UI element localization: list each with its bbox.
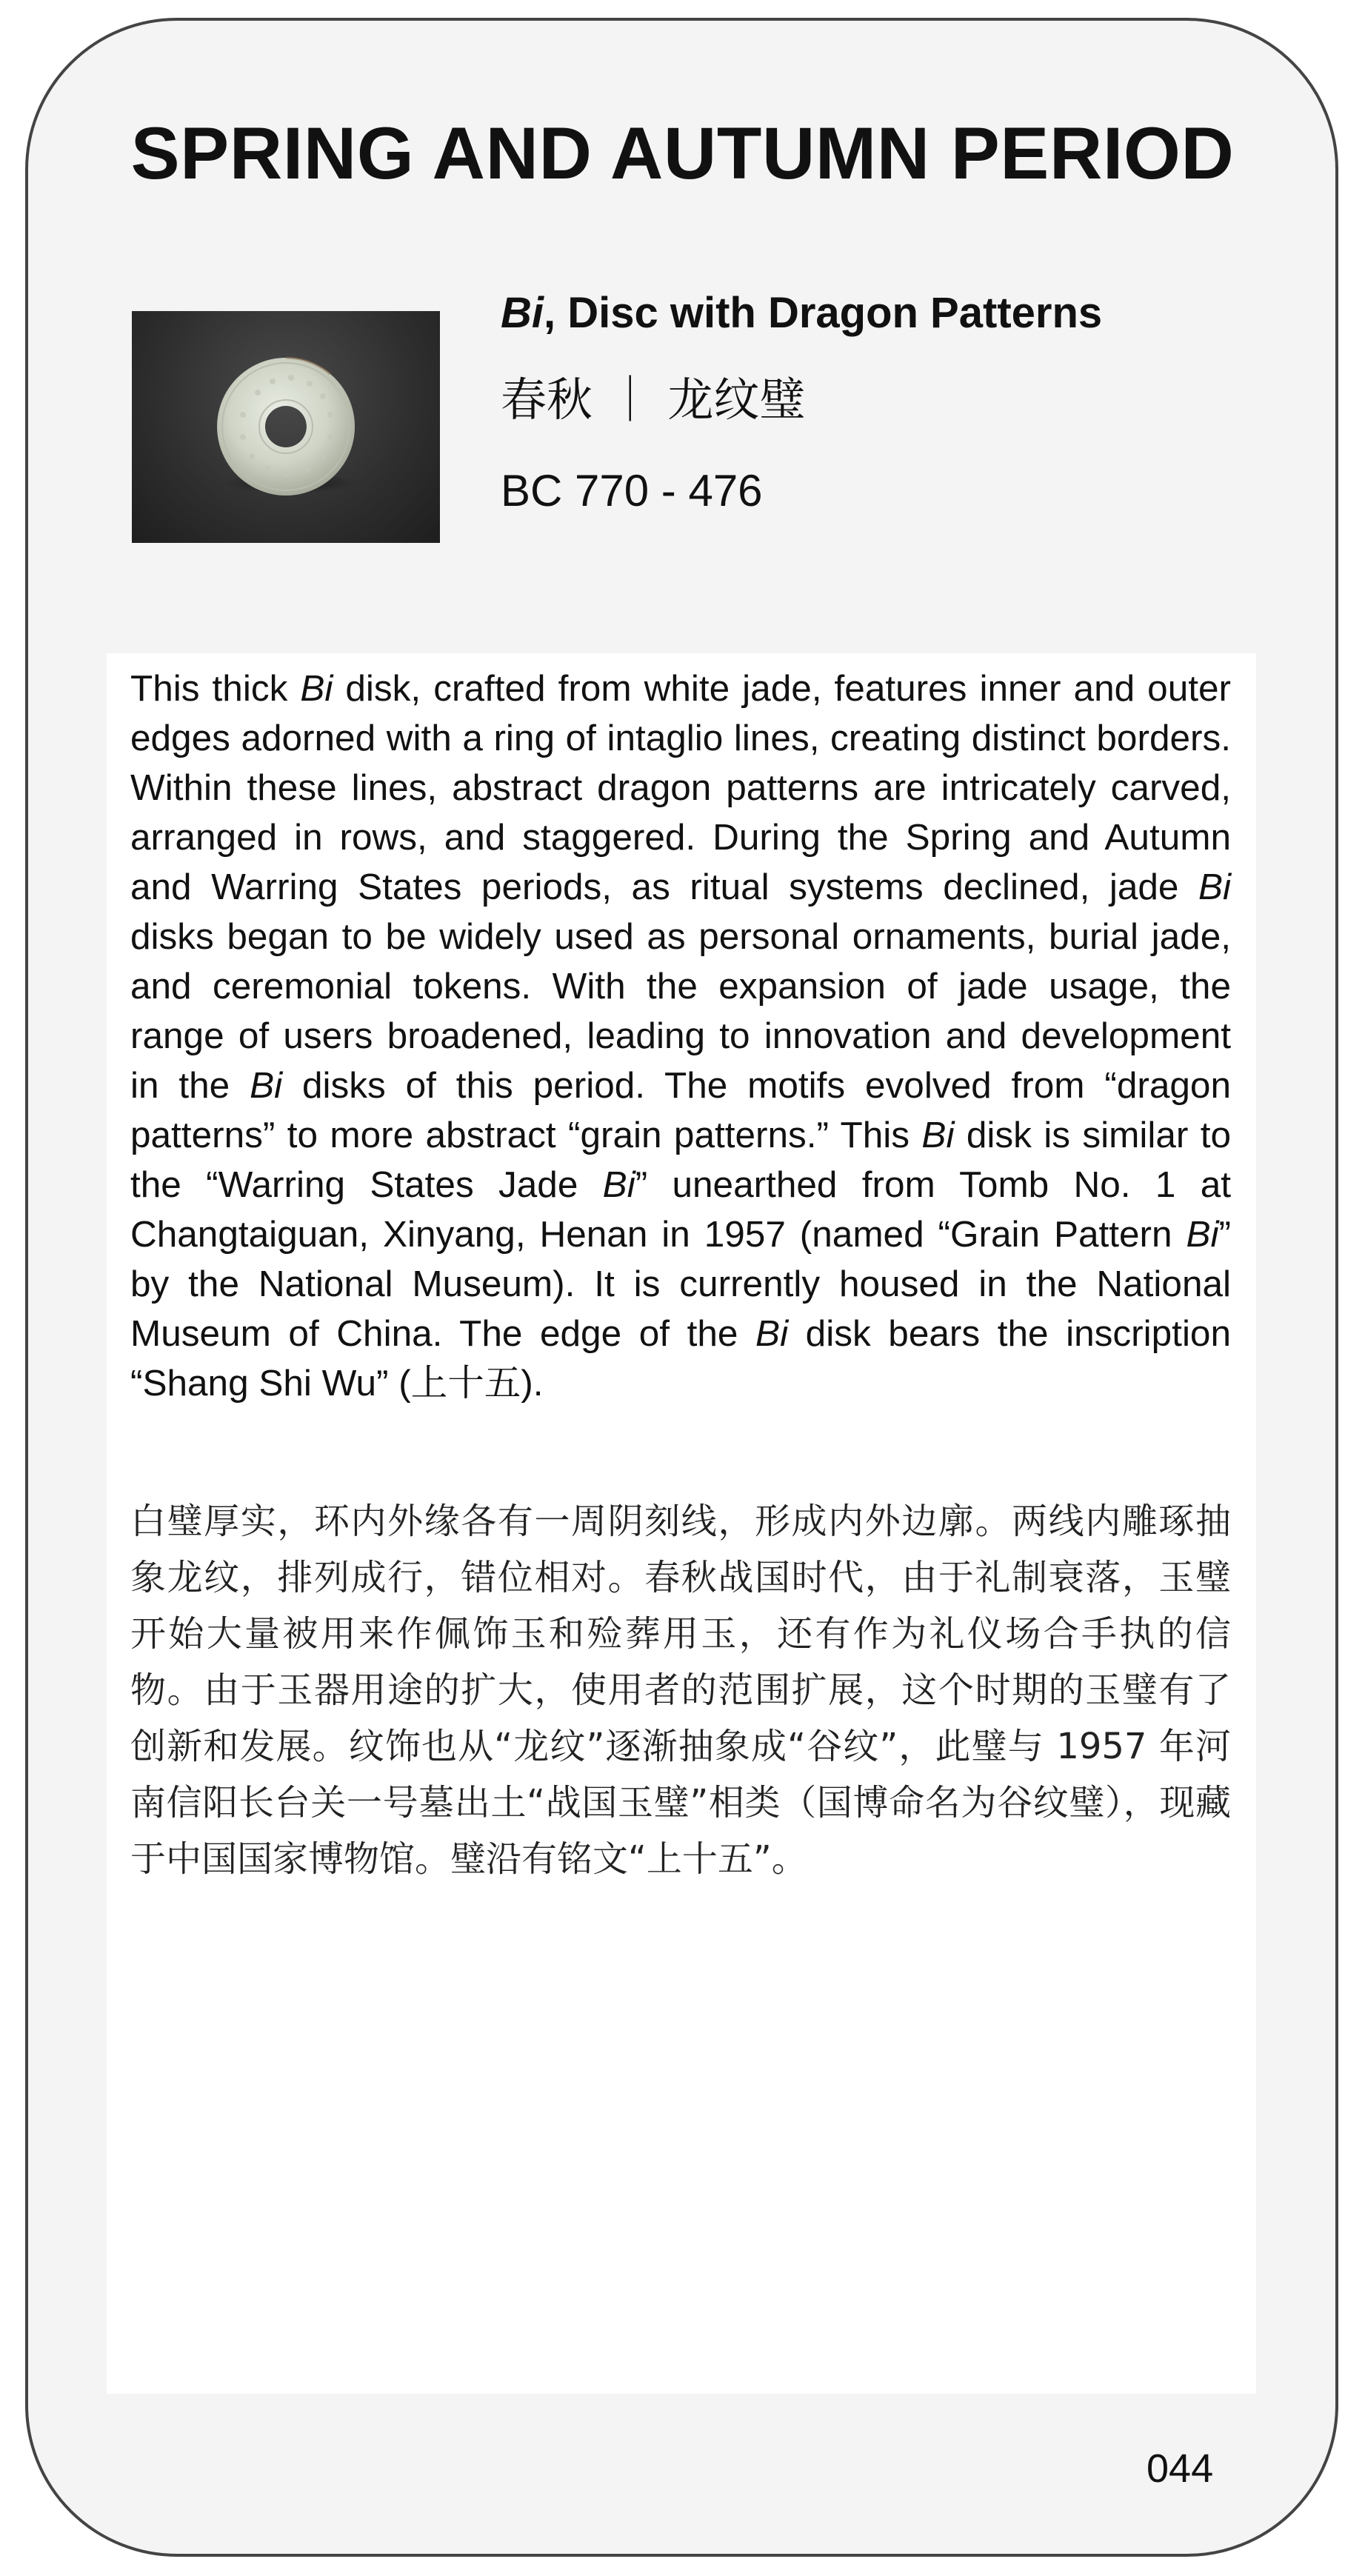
desc-text: ” by the National Museum). It is currently housed in the National Museum of China. The edge of the	[130, 1214, 1231, 1354]
bi-term: Bi	[1198, 867, 1231, 907]
description-panel	[107, 653, 1256, 2394]
desc-text: disks of this period. The motifs evolved from “dragon patterns” to more abstract “grain patterns.” This	[130, 1065, 1231, 1155]
desc-text: disk bears the inscription “Shang Shi Wu” (上十五).	[130, 1313, 1231, 1404]
bi-term: Bi	[250, 1065, 283, 1106]
object-chinese-title: 春秋 ｜ 龙纹璧	[501, 373, 806, 427]
bi-term: Bi	[755, 1313, 789, 1354]
period-title: SPRING AND AUTUMN PERIOD	[130, 112, 1235, 194]
bi-term: Bi	[921, 1115, 955, 1155]
english-description	[130, 664, 1231, 1408]
desc-text: ” unearthed from Tomb No. 1 at Changtaiguan, Xinyang, Henan in 1957 (named “Grain Pattern	[130, 1164, 1231, 1255]
object-title-italic: Bi	[501, 289, 544, 337]
object-date: BC 770 - 476	[501, 466, 763, 515]
bi-term: Bi	[602, 1164, 635, 1205]
desc-text: disks began to be widely used as personal ornaments, burial jade, and ceremonial tokens. With the expansion of jade usage, the range of users broadened, leading to innovation and development in the	[130, 916, 1231, 1106]
desc-text: This thick	[130, 668, 301, 709]
chinese-description: 白璧厚实，环内外缘各有一周阴刻线，形成内外边廓。两线内雕琢抽象龙纹，排列成行，错位相对。春秋战国时代，由于礼制衰落，玉璧开始大量被用来作佩饰玉和殓葬用玉，还有作为礼仪场合手执的信物。由于玉器用途的扩大，使用者的范围扩展，这个时期的玉璧有了创新和发展。纹饰也从“龙纹”逐渐抽象成“谷纹”，此璧与 1957 年河南信阳长台关一号墓出土“战国玉璧”相类（国博命名为谷纹璧），现藏于中国国家博物馆。璧沿有铭文“上十五”。	[130, 1501, 1231, 1880]
bi-disc-photo	[132, 311, 440, 543]
desc-text: disk is similar to the “Warring States Jade	[130, 1115, 1232, 1205]
jade-disc-image	[132, 311, 440, 543]
bi-term: Bi	[300, 668, 333, 709]
page-number: 044	[1147, 2446, 1214, 2491]
desc-text: disk, crafted from white jade, features inner and outer edges adorned with a ring of intaglio lines, creating distinct borders. Within these lines, abstract dragon patterns are intricately carved, arranged in rows, and staggered. During the Spring and Autumn and Warring States periods, as ritual systems declined, jade	[130, 668, 1231, 907]
bi-term: Bi	[1186, 1214, 1219, 1255]
object-title	[501, 289, 1102, 338]
object-title-rest: , Disc with Dragon Patterns	[544, 289, 1103, 337]
